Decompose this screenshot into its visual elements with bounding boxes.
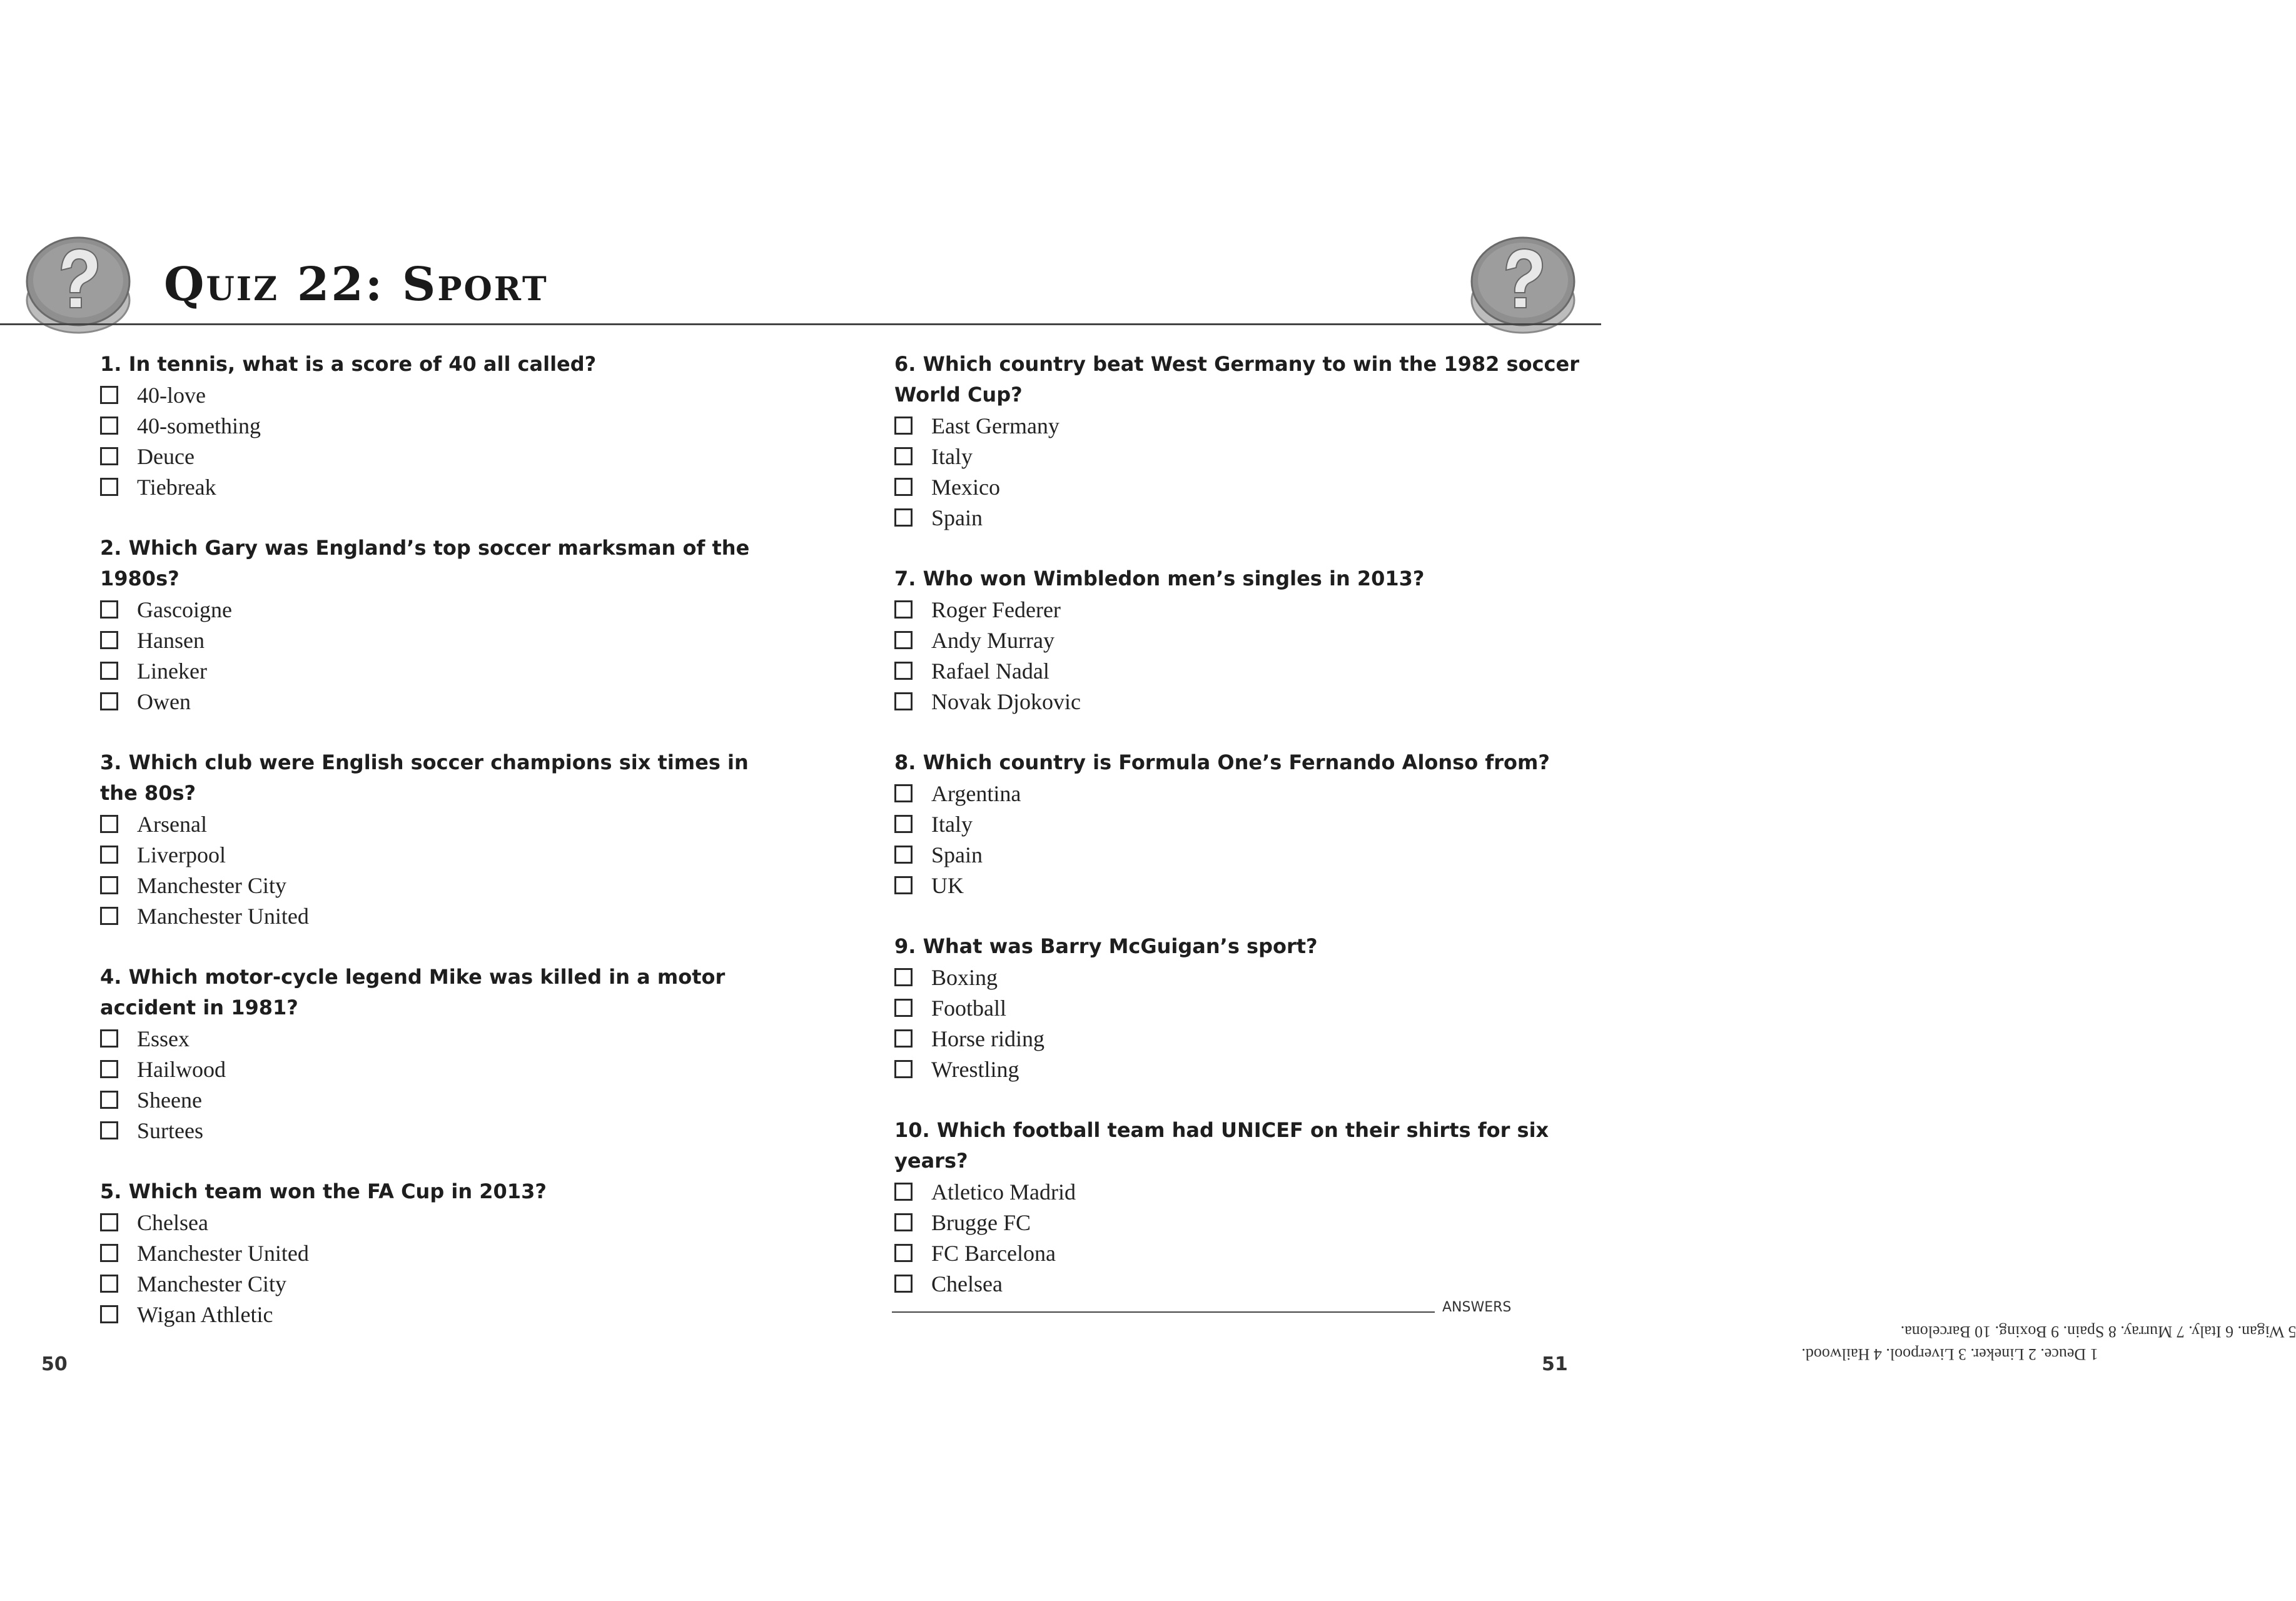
- checkbox[interactable]: [894, 1244, 913, 1262]
- answer-option[interactable]: [894, 472, 1582, 502]
- option-label: Chelsea: [931, 1271, 1003, 1296]
- answer-option[interactable]: [894, 1238, 1582, 1268]
- answer-option[interactable]: [100, 410, 788, 441]
- checkbox[interactable]: [894, 447, 913, 465]
- question-text: 3. Which club were English soccer champions six times in the 80s?: [100, 750, 749, 805]
- option-label: Wigan Athletic: [137, 1301, 273, 1327]
- question: [894, 563, 1582, 717]
- answer-option[interactable]: [894, 502, 1582, 533]
- checkbox[interactable]: [894, 692, 913, 710]
- checkbox[interactable]: [894, 600, 913, 619]
- question-text: 6. Which country beat West Germany to win the 1982 soccer World Cup?: [894, 352, 1579, 407]
- question: [100, 1176, 788, 1330]
- checkbox[interactable]: [100, 815, 118, 833]
- checkbox[interactable]: [894, 846, 913, 864]
- answer-option[interactable]: [894, 809, 1582, 839]
- question: [894, 1115, 1582, 1299]
- answer-option[interactable]: [100, 1023, 788, 1054]
- checkbox[interactable]: [100, 1029, 118, 1048]
- option-label: Manchester United: [137, 903, 309, 929]
- answers-line: 1 Deuce. 2 Lineker. 3 Liverpool. 4 Hailwood.: [1801, 1345, 2098, 1363]
- answer-option[interactable]: [894, 839, 1582, 870]
- option-label: Arsenal: [137, 811, 207, 837]
- checkbox[interactable]: [894, 1213, 913, 1231]
- checkbox[interactable]: [894, 662, 913, 680]
- option-label: Owen: [137, 689, 191, 714]
- checkbox[interactable]: [100, 1275, 118, 1293]
- checkbox[interactable]: [894, 631, 913, 649]
- quiz-badge-icon: [1470, 231, 1576, 338]
- checkbox[interactable]: [100, 386, 118, 404]
- answer-option[interactable]: [894, 1054, 1582, 1084]
- question-text: 5. Which team won the FA Cup in 2013?: [100, 1179, 547, 1203]
- checkbox[interactable]: [100, 1213, 118, 1231]
- option-label: Sheene: [137, 1087, 202, 1113]
- question: [894, 349, 1582, 533]
- checkbox[interactable]: [100, 876, 118, 894]
- option-label: 40-love: [137, 382, 206, 408]
- question-text: 4. Which motor-cycle legend Mike was killed in a motor accident in 1981?: [100, 965, 726, 1019]
- checkbox[interactable]: [894, 478, 913, 496]
- checkbox[interactable]: [894, 999, 913, 1017]
- page-number-left: 50: [41, 1353, 68, 1375]
- answer-option[interactable]: [894, 410, 1582, 441]
- option-label: 40-something: [137, 413, 261, 438]
- answer-option[interactable]: [894, 686, 1582, 717]
- option-label: Brugge FC: [931, 1210, 1031, 1235]
- option-label: Hailwood: [137, 1056, 226, 1082]
- option-label: Hansen: [137, 627, 205, 653]
- answer-option[interactable]: [100, 1207, 788, 1238]
- question: [100, 349, 788, 502]
- option-label: Argentina: [931, 780, 1021, 806]
- checkbox[interactable]: [894, 508, 913, 527]
- option-label: Horse riding: [931, 1026, 1044, 1051]
- answer-option[interactable]: [894, 625, 1582, 655]
- question: [894, 747, 1582, 901]
- checkbox[interactable]: [100, 692, 118, 710]
- option-label: Manchester United: [137, 1240, 309, 1266]
- checkbox[interactable]: [894, 876, 913, 894]
- checkbox[interactable]: [894, 1275, 913, 1293]
- question: [100, 533, 788, 717]
- option-label: FC Barcelona: [931, 1240, 1056, 1266]
- question-text: 7. Who won Wimbledon men’s singles in 2013?: [894, 567, 1425, 590]
- answer-option[interactable]: [100, 870, 788, 901]
- option-label: Manchester City: [137, 872, 286, 898]
- question: [894, 931, 1582, 1084]
- checkbox[interactable]: [894, 815, 913, 833]
- checkbox[interactable]: [894, 417, 913, 435]
- question-text: 1. In tennis, what is a score of 40 all called?: [100, 352, 597, 376]
- questions-column-left: [100, 349, 788, 1360]
- option-label: East Germany: [931, 413, 1059, 438]
- question: [100, 962, 788, 1146]
- answer-option[interactable]: [100, 655, 788, 686]
- option-label: Rafael Nadal: [931, 658, 1049, 684]
- answers-line: 5 Wigan. 6 Italy. 7 Murray. 8 Spain. 9 Boxing. 10 Barcelona.: [1900, 1323, 2296, 1341]
- answer-option[interactable]: [100, 901, 788, 931]
- answer-option[interactable]: [100, 380, 788, 410]
- option-label: Wrestling: [931, 1056, 1019, 1082]
- checkbox[interactable]: [100, 417, 118, 435]
- checkbox[interactable]: [100, 478, 118, 496]
- option-label: Surtees: [137, 1118, 203, 1143]
- answer-option[interactable]: [100, 472, 788, 502]
- checkbox[interactable]: [100, 846, 118, 864]
- option-label: Boxing: [931, 964, 998, 990]
- answer-option[interactable]: [894, 441, 1582, 472]
- option-label: Essex: [137, 1026, 190, 1051]
- option-label: Tiebreak: [137, 474, 216, 500]
- option-label: Football: [931, 995, 1007, 1021]
- question-text: 8. Which country is Formula One’s Fernando Alonso from?: [894, 750, 1550, 774]
- checkbox[interactable]: [100, 1244, 118, 1262]
- answer-option[interactable]: [894, 1268, 1582, 1299]
- answer-option[interactable]: [100, 1054, 788, 1084]
- answer-option[interactable]: [894, 594, 1582, 625]
- answer-option[interactable]: [894, 655, 1582, 686]
- question-text: 9. What was Barry McGuigan’s sport?: [894, 934, 1318, 958]
- checkbox[interactable]: [894, 784, 913, 802]
- option-label: Andy Murray: [931, 627, 1054, 653]
- answers-divider: [892, 1311, 1435, 1313]
- question-text: 10. Which football team had UNICEF on their shirts for six years?: [894, 1118, 1549, 1173]
- option-label: Novak Djokovic: [931, 689, 1081, 714]
- answer-option[interactable]: [100, 686, 788, 717]
- answers-heading: ANSWERS: [1442, 1300, 1512, 1315]
- answer-option[interactable]: [100, 1238, 788, 1268]
- checkbox[interactable]: [100, 631, 118, 649]
- option-label: Liverpool: [137, 842, 226, 867]
- checkbox[interactable]: [894, 968, 913, 986]
- checkbox[interactable]: [100, 447, 118, 465]
- questions-column-right: [894, 349, 1582, 1330]
- answer-option[interactable]: [894, 870, 1582, 901]
- option-label: Manchester City: [137, 1271, 286, 1296]
- option-label: Roger Federer: [931, 597, 1061, 622]
- option-label: Mexico: [931, 474, 1000, 500]
- checkbox[interactable]: [100, 907, 118, 925]
- answer-option[interactable]: [100, 441, 788, 472]
- checkbox[interactable]: [100, 600, 118, 619]
- question-text: 2. Which Gary was England’s top soccer marksman of the 1980s?: [100, 536, 750, 590]
- option-label: Atletico Madrid: [931, 1179, 1076, 1205]
- option-label: Spain: [931, 842, 983, 867]
- checkbox[interactable]: [894, 1060, 913, 1078]
- answer-option[interactable]: [100, 625, 788, 655]
- option-label: Lineker: [137, 658, 207, 684]
- option-label: UK: [931, 872, 964, 898]
- answer-option[interactable]: [100, 594, 788, 625]
- checkbox[interactable]: [100, 1305, 118, 1323]
- checkbox[interactable]: [100, 1060, 118, 1078]
- answer-option[interactable]: [100, 809, 788, 839]
- option-label: Spain: [931, 505, 983, 530]
- option-label: Italy: [931, 443, 973, 469]
- page-title: Quiz 22: Sport: [164, 258, 549, 311]
- answer-option[interactable]: [894, 1023, 1582, 1054]
- checkbox[interactable]: [894, 1029, 913, 1048]
- answer-option[interactable]: [894, 992, 1582, 1023]
- answer-option[interactable]: [894, 778, 1582, 809]
- question: [100, 747, 788, 931]
- answer-option[interactable]: [100, 1084, 788, 1115]
- answer-option[interactable]: [100, 1268, 788, 1299]
- option-label: Italy: [931, 811, 973, 837]
- page-number-right: 51: [1542, 1353, 1568, 1375]
- option-label: Deuce: [137, 443, 195, 469]
- checkbox[interactable]: [100, 662, 118, 680]
- option-label: Chelsea: [137, 1210, 208, 1235]
- answer-option[interactable]: [100, 1299, 788, 1330]
- answer-option[interactable]: [100, 839, 788, 870]
- checkbox[interactable]: [894, 1183, 913, 1201]
- answer-option[interactable]: [894, 1207, 1582, 1238]
- checkbox[interactable]: [100, 1091, 118, 1109]
- option-label: Gascoigne: [137, 597, 232, 622]
- checkbox[interactable]: [100, 1121, 118, 1139]
- answer-option[interactable]: [894, 962, 1582, 992]
- quiz-badge-icon: [25, 231, 131, 338]
- header-divider: [0, 323, 1601, 325]
- answer-option[interactable]: [100, 1115, 788, 1146]
- answer-option[interactable]: [894, 1176, 1582, 1207]
